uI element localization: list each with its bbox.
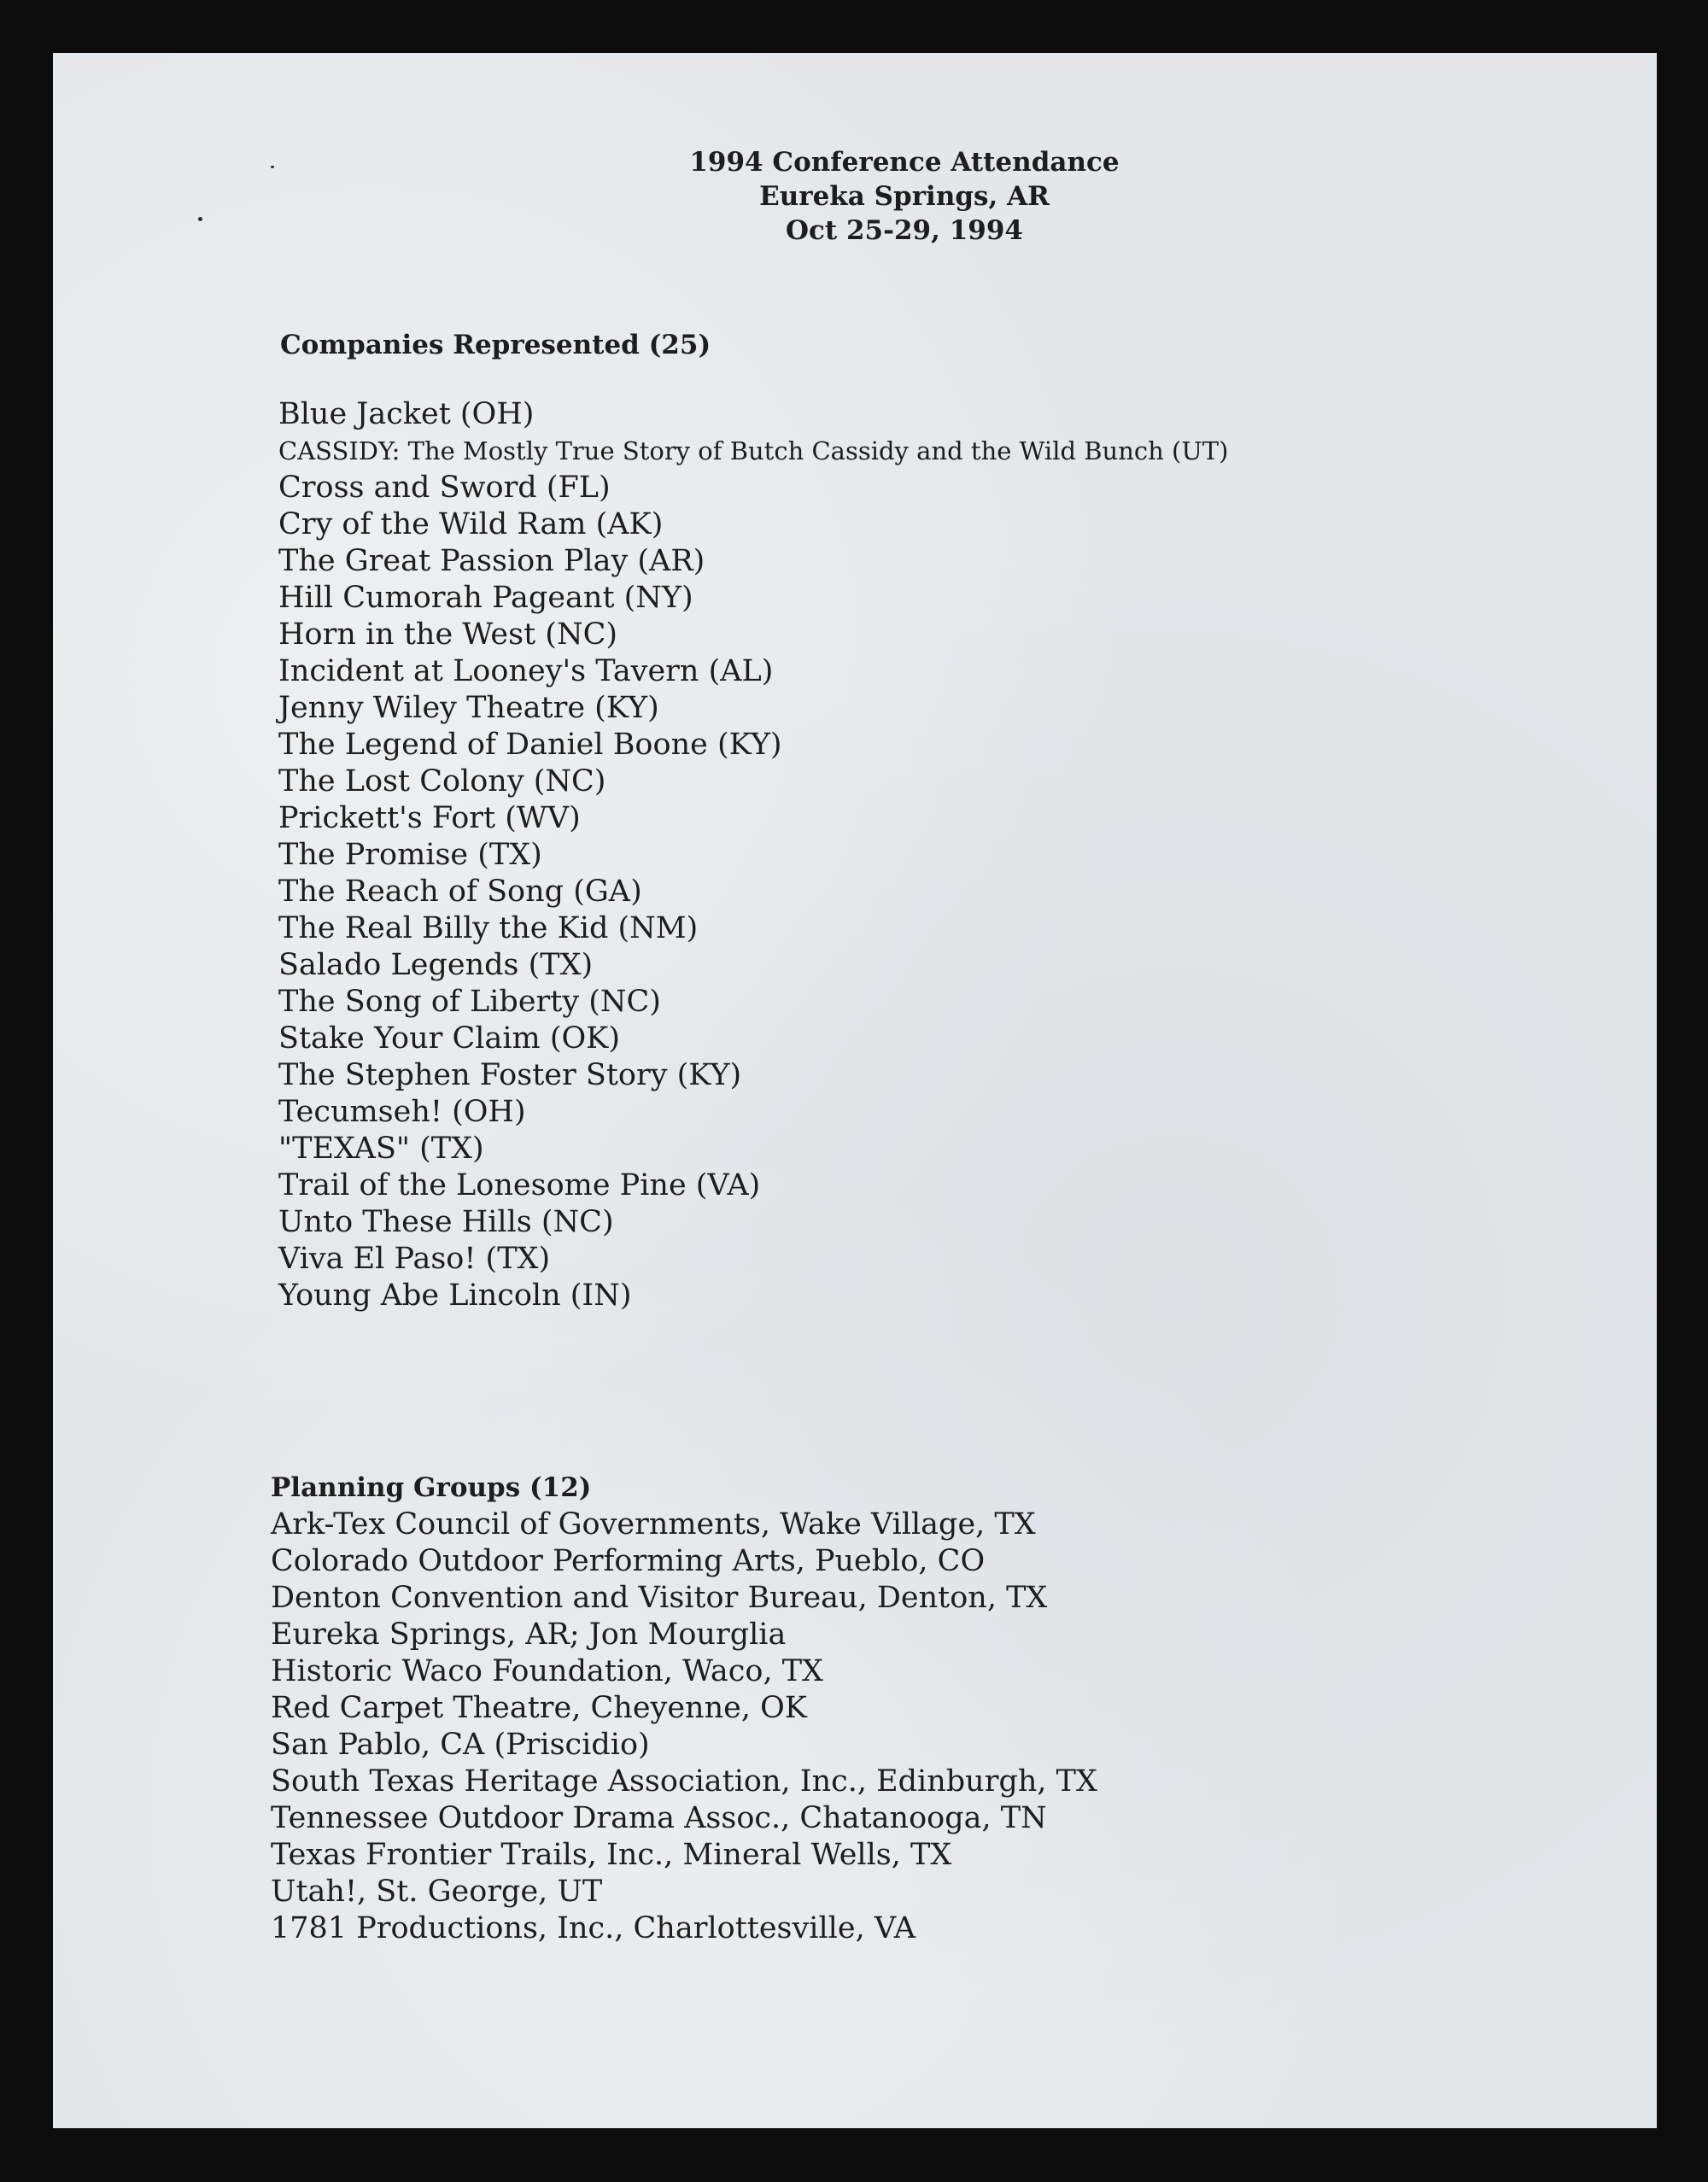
list-item: Viva El Paso! (TX) xyxy=(278,1242,551,1276)
companies-section-title: Companies Represented (25) xyxy=(280,330,711,360)
list-item: Denton Convention and Visitor Bureau, Denton, TX xyxy=(271,1581,1048,1615)
document-title: 1994 Conference Attendance xyxy=(689,147,1120,178)
list-item: The Real Billy the Kid (NM) xyxy=(278,911,699,945)
list-item: Tennessee Outdoor Drama Assoc., Chatanooga, TN xyxy=(271,1801,1047,1835)
list-item: Utah!, St. George, UT xyxy=(271,1875,603,1909)
list-item: The Legend of Daniel Boone (KY) xyxy=(278,728,782,762)
list-item: Stake Your Claim (OK) xyxy=(278,1021,620,1056)
list-item: The Stephen Foster Story (KY) xyxy=(278,1058,742,1092)
document-page xyxy=(53,53,1657,2128)
list-item: The Song of Liberty (NC) xyxy=(278,985,661,1019)
list-item: Trail of the Lonesome Pine (VA) xyxy=(278,1168,761,1202)
list-item: Cry of the Wild Ram (AK) xyxy=(278,507,664,541)
list-item: South Texas Heritage Association, Inc., Edinburgh, TX xyxy=(271,1764,1097,1799)
list-item: Eureka Springs, AR; Jon Mourglia xyxy=(271,1617,787,1652)
document-dates: Oct 25-29, 1994 xyxy=(785,215,1023,246)
list-item: Young Abe Lincoln (IN) xyxy=(278,1278,632,1313)
list-item: Hill Cumorah Pageant (NY) xyxy=(278,581,693,615)
list-item: Cross and Sword (FL) xyxy=(278,471,611,505)
list-item: "TEXAS" (TX) xyxy=(278,1132,484,1166)
list-item: CASSIDY: The Mostly True Story of Butch Cassidy and the Wild Bunch (UT) xyxy=(278,436,1229,465)
list-item: The Reach of Song (GA) xyxy=(278,875,642,909)
list-item: Incident at Looney's Tavern (AL) xyxy=(278,654,774,688)
list-item: Salado Legends (TX) xyxy=(278,948,594,982)
list-item: The Promise (TX) xyxy=(278,838,542,872)
list-item: Colorado Outdoor Performing Arts, Pueblo, CO xyxy=(271,1544,986,1578)
planning-section-title: Planning Groups (12) xyxy=(271,1472,592,1503)
list-item: Horn in the West (NC) xyxy=(278,617,617,652)
list-item: Ark-Tex Council of Governments, Wake Village, TX xyxy=(271,1507,1036,1541)
document-header xyxy=(102,145,1706,248)
list-item: The Lost Colony (NC) xyxy=(278,764,606,799)
list-item: Unto These Hills (NC) xyxy=(278,1205,614,1239)
list-item: 1781 Productions, Inc., Charlottesville, VA xyxy=(271,1911,916,1945)
list-item: Tecumseh! (OH) xyxy=(278,1095,526,1129)
list-item: Prickett's Fort (WV) xyxy=(278,801,581,835)
list-item: San Pablo, CA (Priscidio) xyxy=(271,1728,650,1762)
planning-groups-list xyxy=(271,1506,1097,1947)
list-item: Historic Waco Foundation, Waco, TX xyxy=(271,1654,823,1688)
list-item: Jenny Wiley Theatre (KY) xyxy=(278,691,659,725)
companies-list xyxy=(278,396,1228,1314)
list-item: The Great Passion Play (AR) xyxy=(278,544,705,578)
document-location: Eureka Springs, AR xyxy=(759,181,1050,212)
list-item: Blue Jacket (OH) xyxy=(278,397,535,431)
list-item: Red Carpet Theatre, Cheyenne, OK xyxy=(271,1691,807,1725)
list-item: Texas Frontier Trails, Inc., Mineral Wells, TX xyxy=(271,1838,952,1872)
